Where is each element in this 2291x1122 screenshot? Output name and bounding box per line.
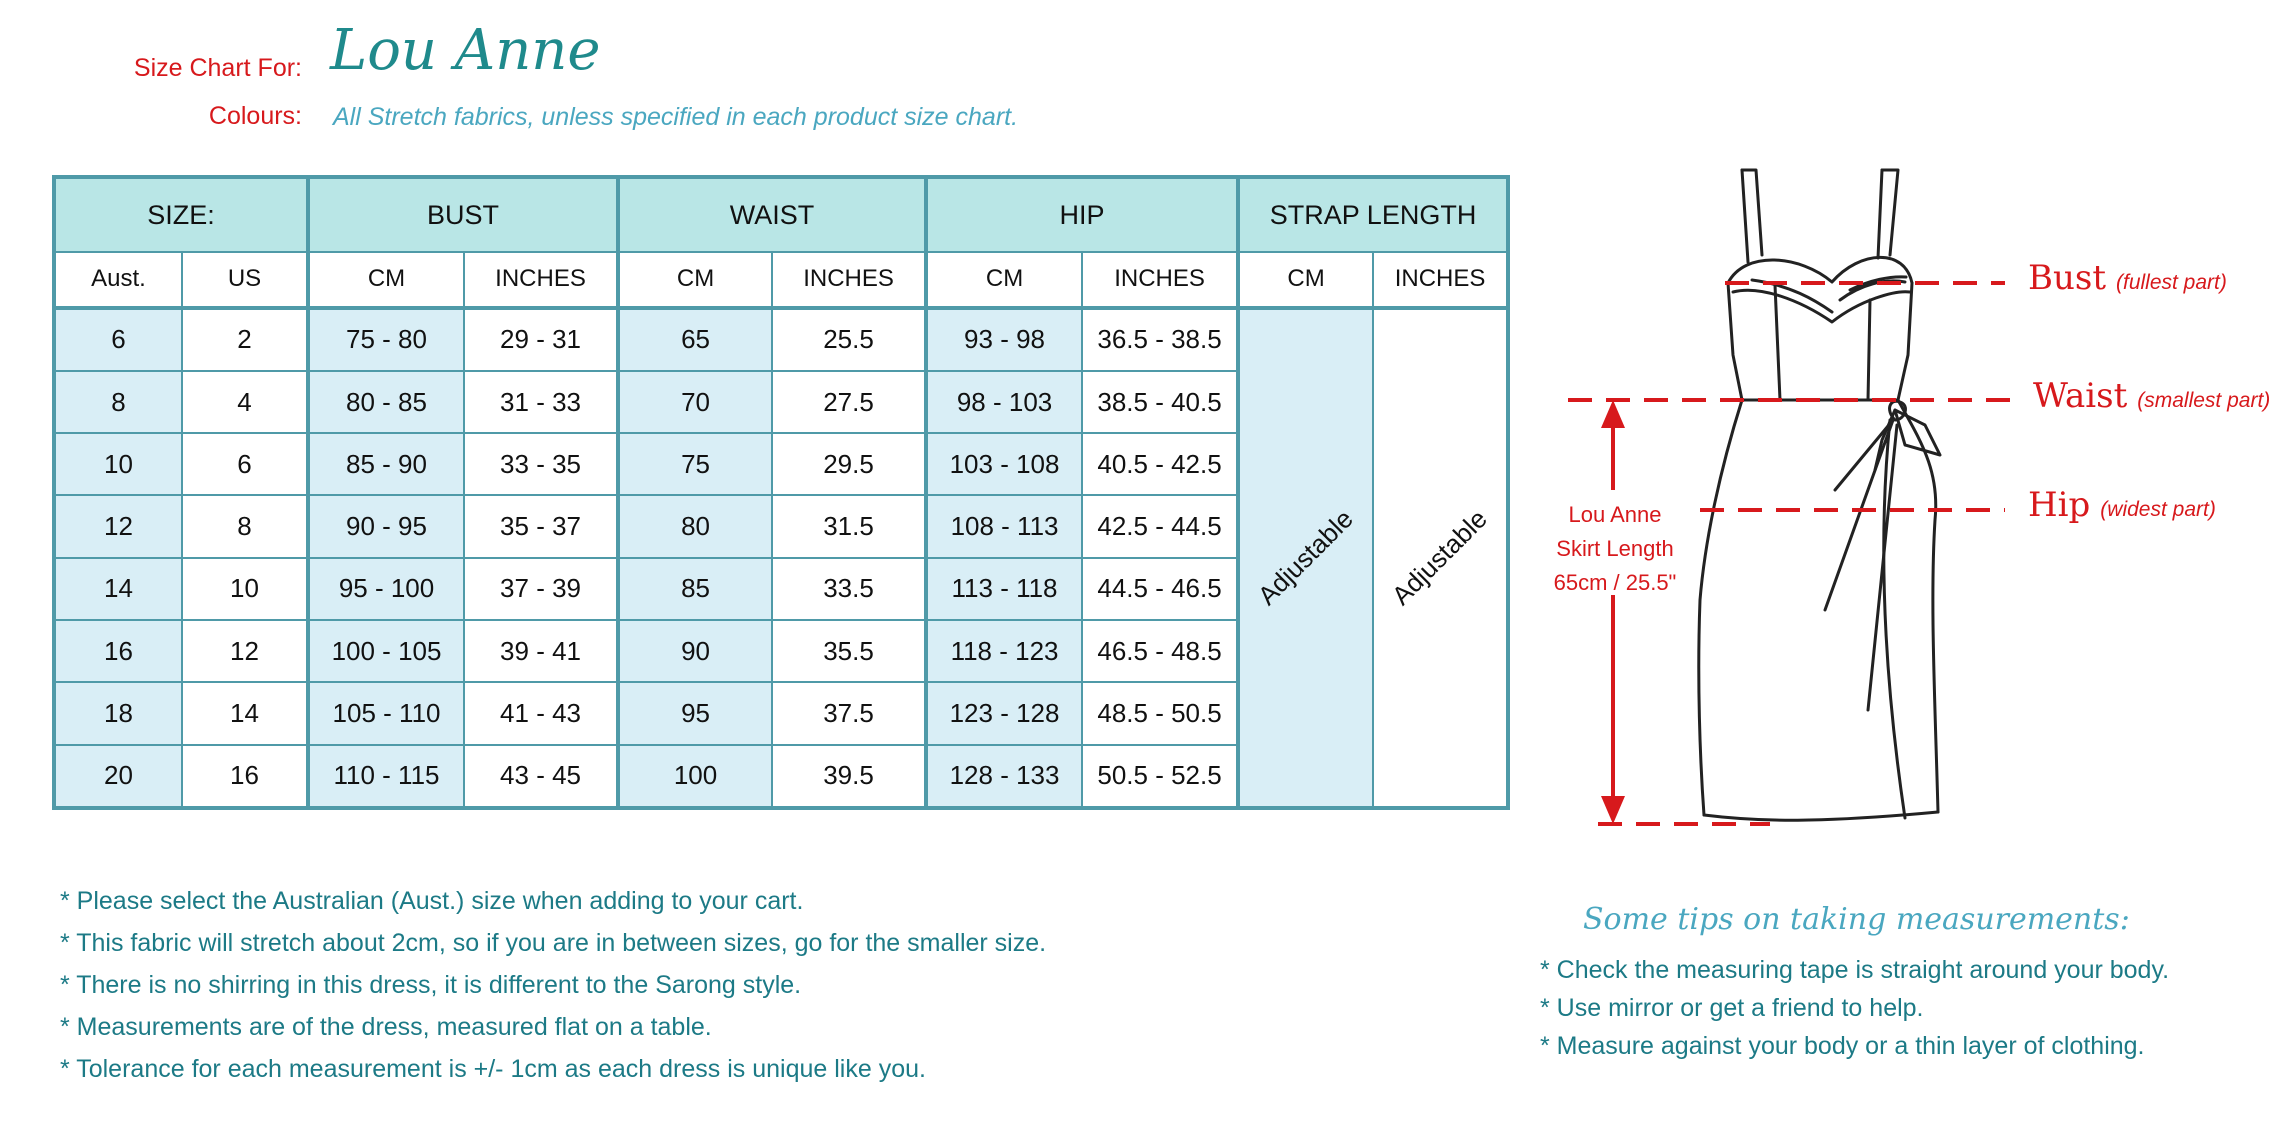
cell-bust-inches: 33 - 35 <box>464 433 618 495</box>
page-title: Lou Anne <box>330 18 601 83</box>
cell-aust: 20 <box>54 745 182 808</box>
subheader-waist-inches: INCHES <box>772 252 926 307</box>
hip-annotation <box>2028 485 2216 525</box>
cell-us: 12 <box>182 620 308 682</box>
cell-hip-cm: 123 - 128 <box>926 682 1082 744</box>
group-header-bust: BUST <box>308 177 618 252</box>
cell-waist-inches: 25.5 <box>772 308 926 371</box>
note-item: * Tolerance for each measurement is +/- 1cm as each dress is unique like you. <box>60 1055 926 1083</box>
cell-waist-inches: 27.5 <box>772 371 926 433</box>
skirt-label-line2: Skirt Length <box>1556 536 1674 561</box>
subheader-strap-cm: CM <box>1238 252 1373 307</box>
cell-bust-cm: 95 - 100 <box>308 558 464 620</box>
group-header-size: SIZE: <box>54 177 308 252</box>
waist-annotation <box>2033 376 2270 416</box>
subheader-us: US <box>182 252 308 307</box>
cell-waist-inches: 33.5 <box>772 558 926 620</box>
cell-waist-cm: 75 <box>618 433 772 495</box>
subheader-strap-inches: INCHES <box>1373 252 1508 307</box>
fabric-subtitle: All Stretch fabrics, unless specified in each product size chart. <box>333 103 1019 131</box>
bust-note: (fullest part) <box>2116 271 2227 294</box>
cell-bust-inches: 41 - 43 <box>464 682 618 744</box>
cell-aust: 14 <box>54 558 182 620</box>
cell-hip-cm: 108 - 113 <box>926 495 1082 557</box>
cell-bust-inches: 43 - 45 <box>464 745 618 808</box>
cell-waist-inches: 37.5 <box>772 682 926 744</box>
cell-waist-inches: 35.5 <box>772 620 926 682</box>
cell-hip-cm: 103 - 108 <box>926 433 1082 495</box>
arrow-up-icon <box>1601 400 1625 428</box>
cell-bust-cm: 105 - 110 <box>308 682 464 744</box>
cell-bust-cm: 75 - 80 <box>308 308 464 371</box>
cell-us: 10 <box>182 558 308 620</box>
strap-inches-value: Adjustable <box>1386 503 1494 611</box>
cell-hip-inches: 44.5 - 46.5 <box>1082 558 1238 620</box>
size-chart-label: Size Chart For: <box>133 54 302 82</box>
cell-us: 2 <box>182 308 308 371</box>
notes-list <box>60 880 1046 1090</box>
skirt-label-line3: 65cm / 25.5" <box>1553 570 1677 595</box>
group-header-strap-length: STRAP LENGTH <box>1238 177 1508 252</box>
note-item: * This fabric will stretch about 2cm, so if you are in between sizes, go for the smaller size. <box>60 929 1047 957</box>
cell-aust: 16 <box>54 620 182 682</box>
cell-us: 14 <box>182 682 308 744</box>
cell-hip-inches: 40.5 - 42.5 <box>1082 433 1238 495</box>
cell-waist-cm: 90 <box>618 620 772 682</box>
cell-us: 16 <box>182 745 308 808</box>
skirt-label-line1: Lou Anne <box>1568 502 1662 527</box>
subheader-hip-inches: INCHES <box>1082 252 1238 307</box>
cell-bust-inches: 35 - 37 <box>464 495 618 557</box>
cell-bust-cm: 80 - 85 <box>308 371 464 433</box>
cell-bust-cm: 85 - 90 <box>308 433 464 495</box>
cell-strap-inches <box>1373 308 1508 808</box>
cell-us: 4 <box>182 371 308 433</box>
waist-label: Waist <box>2033 376 2128 416</box>
table-row <box>54 308 1508 371</box>
note-item: * Please select the Australian (Aust.) size when adding to your cart. <box>60 887 804 915</box>
cell-hip-inches: 42.5 - 44.5 <box>1082 495 1238 557</box>
tip-item: * Use mirror or get a friend to help. <box>1540 994 1924 1022</box>
cell-waist-cm: 80 <box>618 495 772 557</box>
cell-hip-inches: 50.5 - 52.5 <box>1082 745 1238 808</box>
hip-label: Hip <box>2028 485 2091 525</box>
cell-hip-inches: 38.5 - 40.5 <box>1082 371 1238 433</box>
tips-list <box>1540 951 2169 1065</box>
tip-item: * Measure against your body or a thin layer of clothing. <box>1540 1032 2145 1060</box>
cell-hip-inches: 36.5 - 38.5 <box>1082 308 1238 371</box>
cell-us: 8 <box>182 495 308 557</box>
cell-hip-cm: 113 - 118 <box>926 558 1082 620</box>
hip-note: (widest part) <box>2100 498 2216 521</box>
cell-aust: 12 <box>54 495 182 557</box>
cell-waist-cm: 95 <box>618 682 772 744</box>
subheader-hip-cm: CM <box>926 252 1082 307</box>
group-header-waist: WAIST <box>618 177 926 252</box>
cell-hip-inches: 46.5 - 48.5 <box>1082 620 1238 682</box>
strap-cm-value: Adjustable <box>1252 503 1360 611</box>
cell-strap-cm <box>1238 308 1373 808</box>
subheader-aust: Aust. <box>54 252 182 307</box>
cell-us: 6 <box>182 433 308 495</box>
bust-annotation <box>2028 258 2227 298</box>
cell-aust: 10 <box>54 433 182 495</box>
cell-hip-inches: 48.5 - 50.5 <box>1082 682 1238 744</box>
bust-label: Bust <box>2028 258 2106 298</box>
cell-hip-cm: 118 - 123 <box>926 620 1082 682</box>
size-chart-table <box>52 175 1510 810</box>
colours-label: Colours: <box>208 102 302 130</box>
cell-hip-cm: 93 - 98 <box>926 308 1082 371</box>
note-item: * Measurements are of the dress, measured flat on a table. <box>60 1013 712 1041</box>
cell-waist-cm: 100 <box>618 745 772 808</box>
cell-waist-inches: 31.5 <box>772 495 926 557</box>
cell-aust: 6 <box>54 308 182 371</box>
cell-bust-cm: 90 - 95 <box>308 495 464 557</box>
subheader-bust-inches: INCHES <box>464 252 618 307</box>
subheader-bust-cm: CM <box>308 252 464 307</box>
table-subheader-row <box>54 252 1508 307</box>
cell-waist-cm: 85 <box>618 558 772 620</box>
tips-title: Some tips on taking measurements: <box>1583 902 2130 937</box>
cell-waist-cm: 65 <box>618 308 772 371</box>
table-group-header-row <box>54 177 1508 252</box>
group-header-hip: HIP <box>926 177 1238 252</box>
cell-aust: 18 <box>54 682 182 744</box>
cell-waist-inches: 29.5 <box>772 433 926 495</box>
waist-note: (smallest part) <box>2137 389 2271 412</box>
skirt-length-label <box>1540 498 1690 600</box>
dress-outline <box>1699 170 1940 820</box>
cell-bust-cm: 110 - 115 <box>308 745 464 808</box>
cell-waist-inches: 39.5 <box>772 745 926 808</box>
subheader-waist-cm: CM <box>618 252 772 307</box>
cell-bust-cm: 100 - 105 <box>308 620 464 682</box>
cell-hip-cm: 128 - 133 <box>926 745 1082 808</box>
cell-bust-inches: 37 - 39 <box>464 558 618 620</box>
tip-item: * Check the measuring tape is straight around your body. <box>1540 956 2170 984</box>
cell-bust-inches: 29 - 31 <box>464 308 618 371</box>
cell-bust-inches: 31 - 33 <box>464 371 618 433</box>
note-item: * There is no shirring in this dress, it is different to the Sarong style. <box>60 971 802 999</box>
arrow-down-icon <box>1601 796 1625 824</box>
cell-aust: 8 <box>54 371 182 433</box>
cell-waist-cm: 70 <box>618 371 772 433</box>
cell-bust-inches: 39 - 41 <box>464 620 618 682</box>
cell-hip-cm: 98 - 103 <box>926 371 1082 433</box>
